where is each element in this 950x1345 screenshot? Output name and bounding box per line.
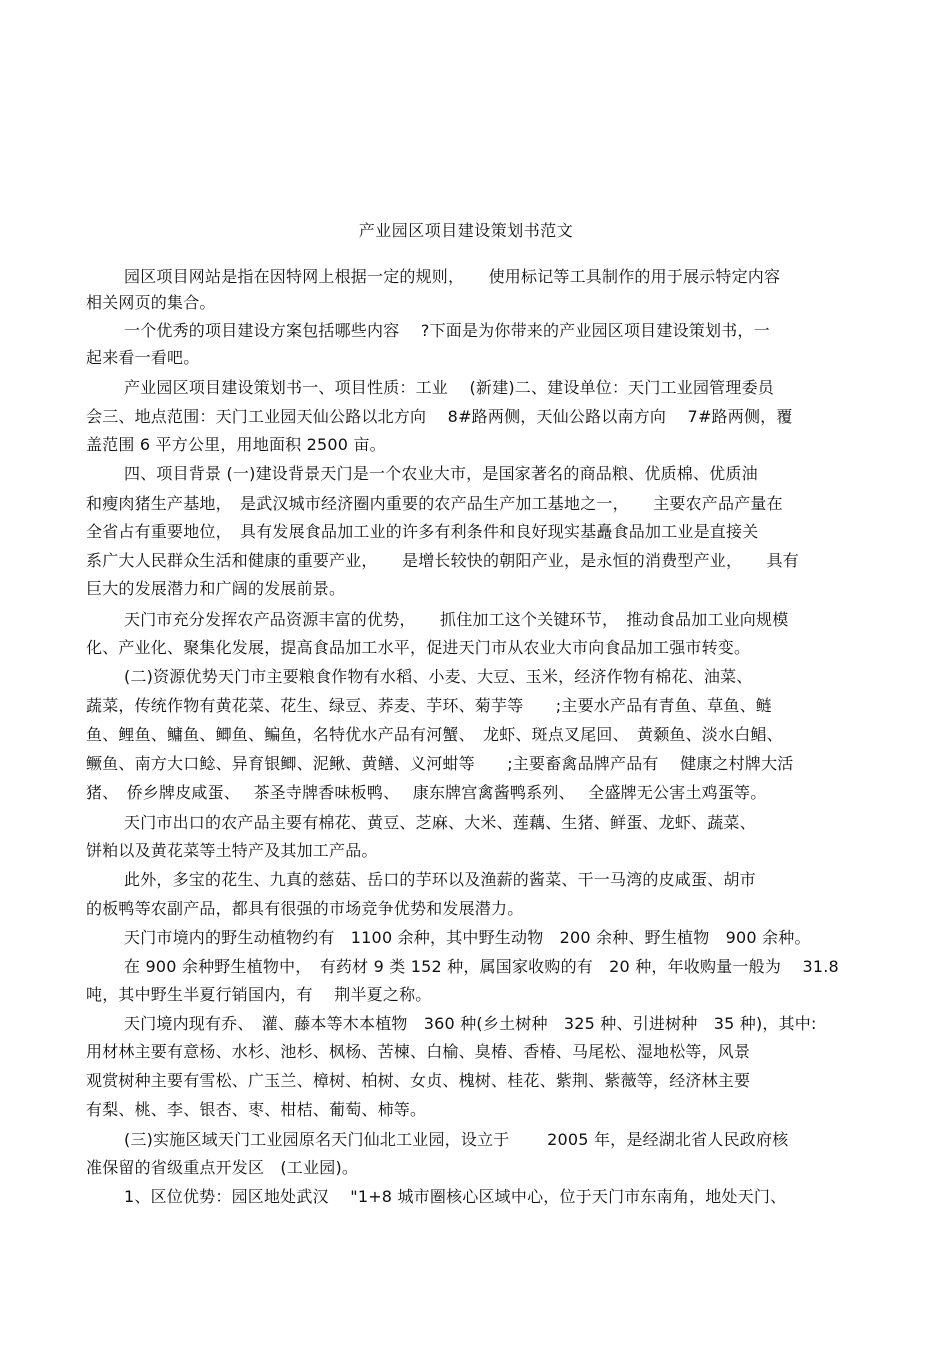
text-line: 天门市充分发挥农产品资源丰富的优势， 抓住加工这个关键环节， 推动食品加工业向规模 — [124, 610, 789, 629]
text-line: 四、项目背景 (一)建设背景天门是一个农业大市，是国家著名的商品粮、优质棉、优质油 — [124, 464, 758, 483]
text-line: 相关网页的集合。 — [86, 293, 216, 312]
text-line: 有梨、桃、李、银杏、枣、柑桔、葡萄、柿等。 — [86, 1100, 427, 1119]
text-line: 系广大人民群众生活和健康的重要产业， 是增长较快的朝阳产业，是永恒的消费型产业， 具有 — [86, 551, 800, 570]
text-line: 鳜鱼、南方大口鲶、异育银鲫、泥鳅、黄鳝、义河蚶等 ;主要畜禽品牌产品有 健康之村牌大活 — [86, 754, 794, 773]
text-line: 饼粕以及黄花菜等土特产及其加工产品。 — [86, 841, 378, 860]
text-line: 的板鸭等农副产品，都具有很强的市场竞争优势和发展潜力。 — [86, 899, 524, 918]
text-line: 产业园区项目建设策划书一、项目性质：工业 (新建)二、建设单位：天门工业园管理委员 — [124, 378, 774, 397]
text-line: 一个优秀的项目建设方案包括哪些内容 ?下面是为你带来的产业园区项目建设策划书，一 — [124, 321, 770, 340]
text-line: 起来看一看吧。 — [86, 348, 200, 367]
text-line: 和瘦肉猪生产基地， 是武汉城市经济圈内重要的农产品生产加工基地之一， 主要农产品产量在 — [86, 494, 783, 513]
text-line: 观赏树种主要有雪松、广玉兰、樟树、柏树、女贞、槐树、桂花、紫荆、紫薇等，经济林主要 — [86, 1071, 751, 1090]
text-line: 此外，多宝的花生、九真的慈菇、岳口的芋环以及渔薪的酱菜、干一马湾的皮咸蛋、胡市 — [124, 870, 756, 889]
text-line: (二)资源优势天门市主要粮食作物有水稻、小麦、大豆、玉米，经济作物有棉花、油菜、 — [124, 667, 753, 686]
text-line: 蔬菜，传统作物有黄花菜、花生、绿豆、荞麦、芋环、菊芋等 ;主要水产品有青鱼、草鱼、鲢 — [86, 696, 772, 715]
text-line: 在 900 余种野生植物中， 有药材 9 类 152 种，属国家收购的有 20 种，年收购量一般为 31.8 — [124, 957, 839, 976]
text-line: 天门市境内的野生动植物约有 1100 余种，其中野生动物 200 余种、野生植物 900 余种。 — [124, 928, 811, 947]
text-line: 天门市出口的农产品主要有棉花、黄豆、芝麻、大米、莲藕、生猪、鲜蛋、龙虾、蔬菜、 — [124, 813, 756, 832]
text-line: 猪、 侨乡牌皮咸蛋、 茶圣寺牌香味板鸭、 康东牌宫禽酱鸭系列、 全盛牌无公害土鸡蛋等。 — [86, 783, 767, 802]
text-line: 吨，其中野生半夏行销国内，有 荆半夏之称。 — [86, 985, 432, 1004]
text-line: 盖范围 6 平方公里，用地面积 2500 亩。 — [86, 435, 386, 454]
text-line: 化、产业化、聚集化发展，提高食品加工水平，促进天门市从农业大市向食品加工强市转变。 — [86, 638, 751, 657]
text-line: 1、区位优势：园区地处武汉 "1+8 城市圈核心区域中心，位于天门市东南角，地处天门、 — [124, 1187, 787, 1206]
text-line: 天门境内现有乔、 灌、藤本等木本植物 360 种(乡土树种 325 种、引进树种 35 种)，其中: — [124, 1014, 817, 1033]
text-line: 园区项目网站是指在因特网上根据一定的规则， 使用标记等工具制作的用于展示特定内容 — [124, 267, 781, 286]
text-line: 会三、地点范围：天门工业园天仙公路以北方向 8#路两侧，天仙公路以南方向 7#路两侧，覆 — [86, 407, 793, 426]
text-line: (三)实施区域天门工业园原名天门仙北工业园，设立于 2005 年，是经湖北省人民政府核 — [124, 1130, 789, 1149]
text-line: 巨大的发展潜力和广阔的发展前景。 — [86, 579, 346, 598]
text-line: 鱼、鲤鱼、鳙鱼、鲫鱼、鳊鱼，名特优水产品有河蟹、 龙虾、斑点叉尾回、 黄颡鱼、淡水白鲳、 — [86, 725, 783, 744]
text-line: 全省占有重要地位， 具有发展食品加工业的许多有利条件和良好现实基矗食品加工业是直接关 — [86, 522, 759, 541]
text-line: 准保留的省级重点开发区 (工业园)。 — [86, 1158, 359, 1177]
document-title: 产业园区项目建设策划书范文 — [358, 221, 574, 240]
text-line: 用材林主要有意杨、水杉、池杉、枫杨、苦楝、白榆、臭椿、香椿、马尾松、湿地松等，风景 — [86, 1042, 751, 1061]
